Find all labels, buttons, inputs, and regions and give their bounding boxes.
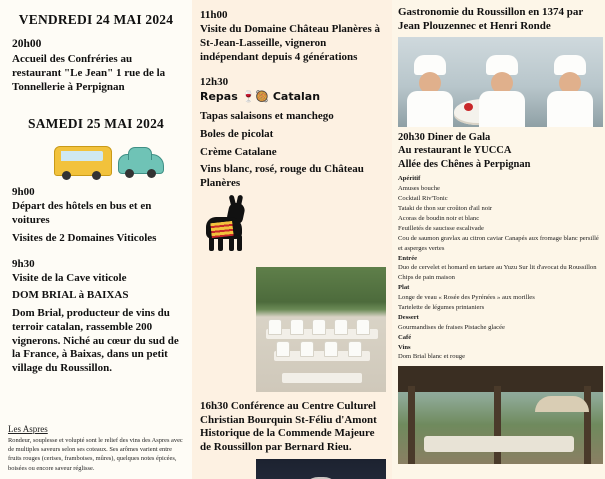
banquet-chair [300, 341, 314, 357]
day2-title: SAMEDI 25 MAI 2024 [28, 116, 164, 132]
menu-item: Cocktail Riv'Tonic [398, 195, 448, 203]
entry-text-line2: DOM BRIAL à BAIXAS [12, 289, 129, 302]
dish-garnish [464, 103, 473, 111]
mid-entry-2 [200, 76, 386, 191]
banquet-chair [334, 319, 348, 335]
chef-coat [479, 91, 525, 127]
chef-coat [407, 91, 453, 127]
entry-time: 20h00 [12, 38, 42, 50]
menu-item: Gourmandises de fraises Pistache glacée [398, 323, 505, 331]
menu-item: Dom Brial blanc et rouge [398, 353, 466, 361]
pergola-post [584, 386, 591, 464]
entry-text-line1: Départ des hôtels en bus et en voitures [12, 200, 152, 226]
entry-paragraph: Dom Brial, producteur de vins du terroir catalan, rassemble 200 vignerons. Niché au cœur du sud de la France, à Baixas, dans un petit village du Roussillon. [12, 307, 179, 374]
speaker-photo [256, 459, 386, 479]
column-right [392, 0, 605, 479]
entry-time: 9h30 [12, 257, 35, 270]
aspres-title: Les Aspres [8, 423, 48, 434]
entry-time: 12h30 [200, 76, 229, 89]
menu-item: Amuses bouche [398, 185, 440, 193]
restaurant-terrace-photo [398, 366, 603, 464]
chef-figure [476, 55, 528, 127]
menu-section: Dessert [398, 313, 419, 321]
bus-and-car-illustration [8, 142, 184, 182]
entry-text: Visite du Domaine Château Planères à St-Jean-Lasseille, vigneron indépendant depuis 4 générations [200, 23, 380, 63]
donkey-icon [204, 201, 250, 251]
entry-text-line1: Visite de la Cave viticole [12, 271, 127, 284]
banquet-chair [290, 319, 304, 335]
donkey-leg [237, 235, 242, 251]
gala-place-line1: Au restaurant le YUCCA [398, 145, 512, 157]
catalan-donkey-illustration [200, 195, 386, 261]
menu-item: Duo de cervelet et homard en tartare au Yuzu Sur lit d'avocat du Roussillon [398, 264, 597, 272]
entry-text: Accueil des Confréries au restaurant "Le Jean" 1 rue de la Tonnellerie à Perpignan [12, 53, 166, 93]
banquet-chair [356, 319, 370, 335]
saturday-entry-2 [8, 258, 184, 376]
menu-item: Feuilletés de saucisse escalivade [398, 224, 484, 232]
banquet-chair [276, 341, 290, 357]
car-icon [118, 154, 164, 174]
menu-item: Vins blanc, rosé, rouge du Château Planères [200, 163, 364, 189]
menu-item: Tapas salaisons et manchego [200, 110, 334, 122]
chef-figure [404, 55, 456, 127]
column-left [0, 0, 192, 479]
menu-section: Entrée [398, 254, 418, 262]
saturday-entry-1 [8, 186, 184, 245]
gala-place-line2: Allée des Chênes à Perpignan [398, 158, 531, 170]
conference-text: 16h30 Conférence au Centre Culturel Christian Bourquin St-Féliu d'Amont Historique de la Commende Majeure de Roussillon par Bernard Rieu. [200, 399, 377, 453]
menu-item: Cou de saumon gravlax au citron caviar Canapés aux fromage blanc persillé et asperges vertes [398, 234, 599, 252]
terrace-table [424, 436, 574, 452]
pergola-post [408, 386, 415, 464]
mid-entry-1 [200, 9, 386, 64]
meal-menu-list [200, 110, 386, 191]
gala-menu-list [398, 174, 600, 362]
entry-time: 11h00 [200, 9, 228, 21]
banquet-chair [324, 341, 338, 357]
chef-figure [544, 55, 596, 127]
menu-item: Crème Catalane [200, 145, 277, 158]
entry-time: 9h00 [12, 186, 35, 199]
menu-item: Boles de picolat [200, 127, 274, 140]
menu-item: Chips de pain maison [398, 274, 455, 282]
catalan-flag-icon [209, 220, 235, 239]
column-middle [192, 0, 392, 479]
menu-section: Apéritif [398, 175, 421, 183]
menu-section: Café [398, 333, 412, 341]
banquet-table [282, 373, 362, 383]
chef-coat [547, 91, 593, 127]
parasol [535, 396, 589, 412]
menu-item: Tataki de thon sur croûton d'ail noir [398, 205, 493, 213]
banquet-chair [348, 341, 362, 357]
menu-item: Longe de veau « Rosée des Pyrénées » aux morilles [398, 294, 535, 302]
menu-item: Acoras de boudin noir et blanc [398, 214, 480, 222]
gastronomy-title: Gastronomie du Roussillon en 1374 par Jean Plouzennec et Henri Ronde [398, 6, 584, 32]
aspres-text: Rondeur, souplesse et volupté sont le relief des vins des Aspres avec de multiples saveurs selon ses coteaux. Ses arômes varient entre fruits rouges (cerises, framboises, mûres), quelques notes épicées, boisées ou encore saveur réglisse. [8, 436, 183, 472]
menu-section: Vins [398, 343, 411, 351]
pergola-post [494, 386, 501, 464]
aspres-note [8, 424, 184, 473]
bus-icon [54, 146, 112, 176]
entry-text-line2: Visites de 2 Domaines Viticoles [12, 231, 157, 244]
menu-item: Tartelette de légumes printaniers [398, 304, 485, 311]
chefs-photo [398, 37, 603, 127]
gala-time: 20h30 Diner de Gala [398, 131, 491, 143]
banquet-chair [312, 319, 326, 335]
meal-title: Repas 🍷🥘 Catalan [200, 90, 321, 104]
day1-title: VENDREDI 24 MAI 2024 [18, 12, 174, 27]
gala-dinner-heading [398, 131, 600, 172]
banquet-chair [268, 319, 282, 335]
friday-entry-1 [8, 38, 184, 94]
menu-section: Plat [398, 284, 410, 292]
banquet-hall-photo [256, 267, 386, 392]
